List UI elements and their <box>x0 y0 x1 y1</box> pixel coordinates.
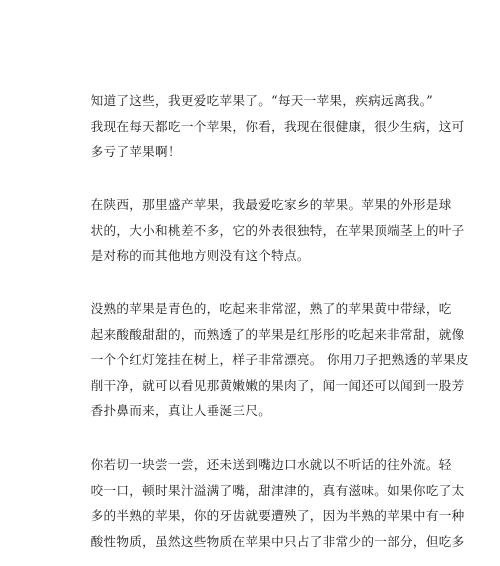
paragraph-line: 知道了这些，我更爱吃苹果了。“每天一苹果，疾病远离我。” <box>90 93 434 108</box>
paragraph-line: 是对称的而其他地方则没有这个特点。 <box>90 248 310 263</box>
paragraph-4 <box>78 452 465 554</box>
paragraph-line: 香扑鼻而来，真让人垂涎三尺。 <box>90 403 272 418</box>
paragraph-line: 一个个红灯笼挂在树上，样子非常漂亮。 你用刀子把熟透的苹果皮 <box>90 352 469 367</box>
paragraph-line: 酸性物质，虽然这些物质在苹果中只占了非常少的一部分，但吃多 <box>90 533 465 549</box>
paragraph-line: 起来酸酸甜甜的，而熟透了的苹果是红彤彤的吃起来非常甜，就像 <box>90 326 465 342</box>
paragraph-line: 削干净，就可以看见那黄嫩嫩的果肉了，闻一闻还可以闻到一股芳 <box>90 377 465 393</box>
paragraph-line: 多的半熟的苹果，你的牙齿就要遭殃了，因为半熟的苹果中有一种 <box>90 508 465 523</box>
paragraph-line: 你若切一块尝一尝，还未送到嘴边口水就以不听话的往外流。轻 <box>90 457 452 472</box>
paragraph-3 <box>78 296 469 424</box>
paragraph-line: 我现在每天都吃一个苹果，你看，我现在很健康，很少生病，这可 <box>90 118 465 134</box>
paragraph-1 <box>78 88 465 165</box>
paragraph-line: 多亏了苹果啊！ <box>90 144 181 159</box>
paragraph-line: 咬一口，顿时果汁溢满了嘴，甜津津的，真有滋味。如果你吃了太 <box>90 482 465 498</box>
paragraph-2 <box>78 192 465 269</box>
paragraph-line: 状的，大小和桃差不多，它的外表很独特，在苹果顶端茎上的叶子 <box>90 222 465 238</box>
paragraph-line: 没熟的苹果是青色的，吃起来非常涩，熟了的苹果黄中带绿，吃 <box>90 301 452 316</box>
paragraph-line: 在陕西，那里盛产苹果，我最爱吃家乡的苹果。苹果的外形是球 <box>90 197 452 212</box>
